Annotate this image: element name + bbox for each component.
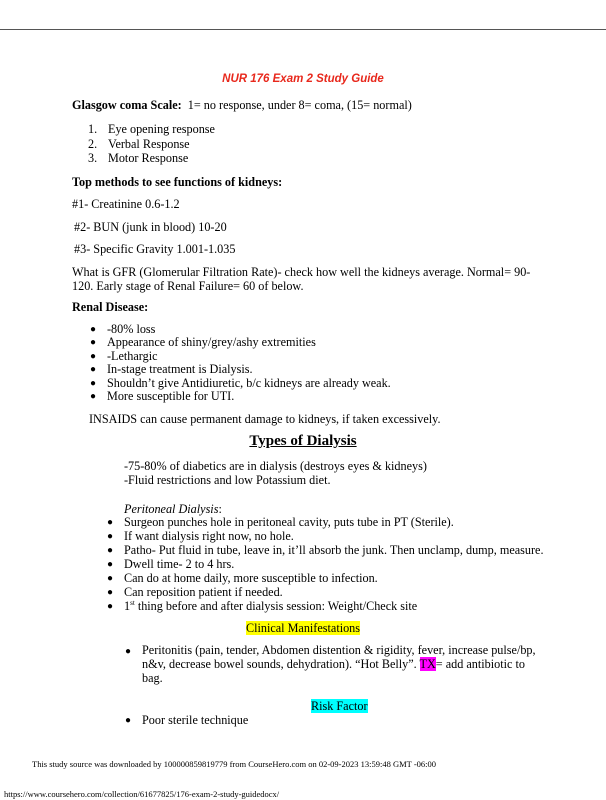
list-item-text: Motor Response (108, 151, 189, 165)
bullet-icon: ● (90, 391, 97, 402)
dialysis-line-2: -Fluid restrictions and low Potassium diet. (124, 473, 331, 487)
ordinal-number: 1 (124, 599, 131, 614)
peritoneal-colon: : (218, 502, 222, 516)
bullet-icon: ● (107, 517, 114, 528)
list-number: 1. (88, 122, 98, 136)
glasgow-item (88, 137, 190, 152)
kidney-heading (72, 175, 282, 190)
bullet-icon: ● (90, 364, 97, 375)
bullet-icon: ● (125, 646, 132, 657)
peritoneal-bullet: If want dialysis right now, no hole. (124, 529, 294, 543)
glasgow-label: Glasgow coma Scale: (72, 98, 182, 112)
kidney-heading-text: Top methods to see functions of kidneys: (72, 175, 283, 189)
top-rule (0, 29, 606, 30)
renal-bullet: In-stage treatment is Dialysis. (107, 362, 253, 376)
bullet-icon: ● (90, 324, 97, 335)
bullet-icon: ● (90, 337, 97, 348)
dialysis-line-1: -75-80% of diabetics are in dialysis (destroys eyes & kidneys) (124, 459, 427, 473)
clinical-text: n&v, decrease bowel sounds, dehydration). “Hot Belly”. (142, 657, 420, 671)
peritoneal-bullet: Can do at home daily, more susceptible to infection. (124, 571, 378, 585)
clinical-line-2 (142, 657, 525, 672)
peritoneal-bullet: Surgeon punches hole in peritoneal cavity, puts tube in PT (Sterile). (124, 515, 454, 529)
risk-heading (311, 699, 368, 714)
nsaids-note: INSAIDS can cause permanent damage to kidneys, if taken excessively. (89, 412, 441, 426)
bullet-icon: ● (107, 573, 114, 584)
list-item-text: Verbal Response (108, 137, 190, 151)
glasgow-line (72, 98, 412, 113)
bullet-icon: ● (125, 715, 132, 726)
clinical-line-3: bag. (142, 671, 163, 685)
bullet-icon: ● (107, 559, 114, 570)
peritoneal-bullet: Can reposition patient if needed. (124, 585, 283, 599)
footer-url[interactable]: https://www.coursehero.com/collection/61677825/176-exam-2-study-guidedocx/ (4, 789, 280, 799)
peritoneal-label: Peritoneal Dialysis (124, 502, 219, 516)
dialysis-heading: Types of Dialysis (249, 433, 357, 449)
renal-heading (72, 300, 148, 315)
kidney-method-1: #1- Creatinine 0.6-1.2 (72, 197, 180, 211)
bullet-icon: ● (107, 587, 114, 598)
clinical-text: = add antibiotic to (435, 657, 525, 671)
risk-heading-text: Risk Factor (311, 699, 368, 713)
tx-highlight: TX (419, 657, 436, 671)
kidney-method-3: #3- Specific Gravity 1.001-1.035 (74, 242, 236, 256)
page-title: NUR 176 Exam 2 Study Guide (222, 73, 384, 85)
gfr-line-1: What is GFR (Glomerular Filtration Rate)- check how well the kidneys average. Normal= 90- (72, 265, 531, 279)
list-number: 3. (88, 151, 98, 165)
glasgow-item (88, 151, 188, 166)
peritoneal-bullet: Patho- Put fluid in tube, leave in, it’ll absorb the junk. Then unclamp, dump, measure. (124, 543, 544, 557)
renal-heading-text: Renal Disease: (72, 300, 149, 314)
renal-bullet: -80% loss (107, 322, 156, 336)
clinical-heading (0, 621, 606, 636)
glasgow-text: 1= no response, under 8= coma, (15= normal) (187, 98, 412, 112)
ordinal-suffix: st (130, 599, 135, 607)
renal-bullet: More susceptible for UTI. (107, 389, 235, 403)
renal-bullet: -Lethargic (107, 349, 158, 363)
list-item-text: Eye opening response (108, 122, 215, 136)
clinical-heading-text: Clinical Manifestations (245, 621, 361, 635)
peritoneal-bullet: Dwell time- 2 to 4 hrs. (124, 557, 235, 571)
bullet-icon: ● (107, 531, 114, 542)
footer-source: This study source was downloaded by 100000859819779 from CourseHero.com on 02-09-2023 13:59:48 GMT -06:00 (32, 759, 437, 769)
bullet-icon: ● (107, 601, 114, 612)
gfr-line-2: 120. Early stage of Renal Failure= 60 of below. (72, 279, 304, 293)
renal-bullet: Appearance of shiny/grey/ashy extremities (107, 335, 316, 349)
list-number: 2. (88, 137, 98, 151)
renal-bullet: Shouldn’t give Antidiuretic, b/c kidneys are already weak. (107, 376, 391, 390)
bullet-icon: ● (107, 545, 114, 556)
bullet-text: thing before and after dialysis session: Weight/Check site (134, 599, 418, 614)
peritoneal-bullet (124, 599, 417, 614)
clinical-line-1: Peritonitis (pain, tender, Abdomen distention & rigidity, fever, increase pulse/bp, (142, 643, 536, 657)
bullet-icon: ● (90, 351, 97, 362)
risk-bullet: Poor sterile technique (142, 713, 249, 727)
glasgow-item (88, 122, 215, 137)
kidney-method-2: #2- BUN (junk in blood) 10-20 (74, 220, 227, 234)
bullet-icon: ● (90, 378, 97, 389)
